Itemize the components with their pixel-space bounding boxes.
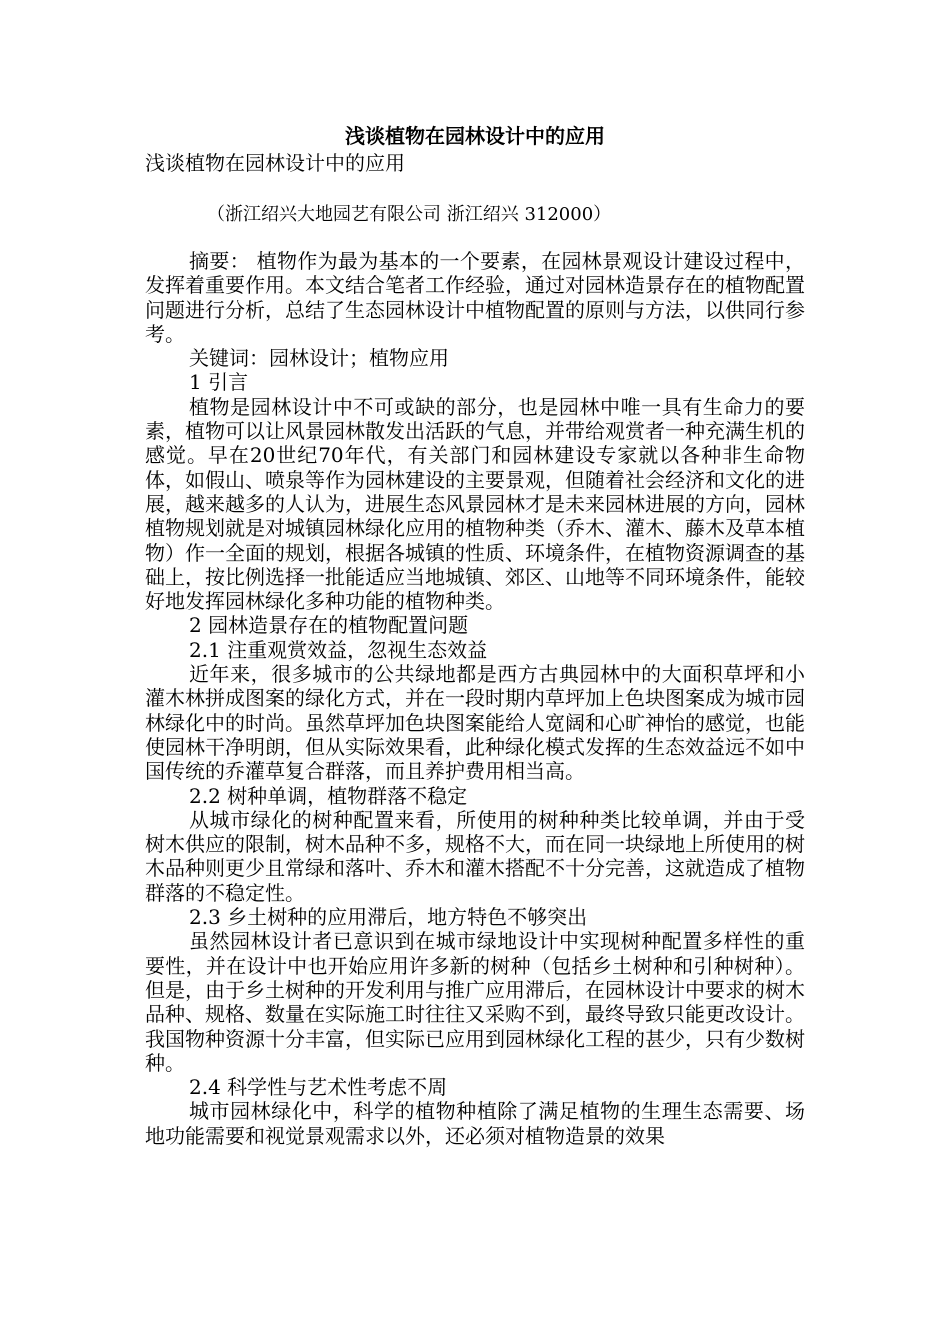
body-paragraph: 植物是园林设计中不可或缺的部分，也是园林中唯一具有生命力的要素，植物可以让风景园林散发出活跃的气息，并带给观赏者一种充满生机的感觉。早在20世纪70年代，有关部门和园林建设专家就以各种非生命物体，如假山、喷泉等作为园林建设的主要景观，但随着社会经济和文化的进展，越来越多的人认为，进展生态风景园林才是未来园林进展的方向，园林植物规划就是对城镇园林绿化应用的植物种类（乔木、灌木、藤木及草本植物）作一全面的规划，根据各城镇的性质、环境条件，在植物资源调查的基础上，按比例选择一批能适应当地城镇、郊区、山地等不同环境条件，能较好地发挥园林绿化多种功能的植物种类。 [145, 394, 805, 614]
document-body [145, 249, 805, 1148]
abstract-label: 摘要： [189, 249, 250, 273]
body-paragraph: 城市园林绿化中，科学的植物种植除了满足植物的生理生态需要、场地功能需要和视觉景观需求以外，还必须对植物造景的效果 [145, 1099, 805, 1148]
document-title: 浅谈植物在园林设计中的应用 [345, 124, 605, 148]
section-heading: 2 园林造景存在的植物配置问题 [189, 613, 469, 638]
abstract-paragraph [145, 249, 805, 346]
body-paragraph: 近年来，很多城市的公共绿地都是西方古典园林中的大面积草坪和小灌木林拼成图案的绿化方式，并在一段时期内草坪加上色块图案成为城市园林绿化中的时尚。虽然草坪加色块图案能给人宽阔和心旷神怡的感觉，也能使园林干净明朗，但从实际效果看，此种绿化模式发挥的生态效益远不如中国传统的乔灌草复合群落，而且养护费用相当高。 [145, 662, 805, 784]
abstract-text: 植物作为最为基本的一个要素，在园林景观设计建设过程中，发挥着重要作用。本文结合笔者工作经验，通过对园林造景存在的植物配置问题进行分析，总结了生态园林设计中植物配置的原则与方法，以供同行参考。 [145, 249, 806, 346]
body-paragraph: 虽然园林设计者已意识到在城市绿地设计中实现树种配置多样性的重要性，并在设计中也开始应用许多新的树种（包括乡土树种和引种树种）。但是，由于乡土树种的开发利用与推广应用滞后，在园林设计中要求的树木品种、规格、数量在实际施工时往往又采购不到，最终导致只能更改设计。我国物种资源十分丰富，但实际已应用到园林绿化工程的甚少，只有少数树种。 [145, 929, 805, 1075]
author-affiliation: （浙江绍兴大地园艺有限公司 浙江绍兴 312000） [207, 204, 612, 225]
subsection-heading: 2.4 科学性与艺术性考虑不周 [189, 1075, 448, 1100]
body-paragraph: 从城市绿化的树种配置来看，所使用的树种种类比较单调，并由于受树木供应的限制，树木品种不多，规格不大，而在同一块绿地上所使用的树木品种则更少且常绿和落叶、乔木和灌木搭配不十分完善，这就造成了植物群落的不稳定性。 [145, 807, 805, 905]
subsection-heading: 2.2 树种单调，植物群落不稳定 [189, 783, 468, 808]
keywords-line: 关键词：园林设计；植物应用 [189, 346, 449, 371]
subsection-heading: 2.1 注重观赏效益，忽视生态效益 [189, 637, 488, 662]
document-subtitle: 浅谈植物在园林设计中的应用 [145, 151, 405, 175]
subsection-heading: 2.3 乡土树种的应用滞后，地方特色不够突出 [189, 905, 588, 930]
section-heading: 1 引言 [189, 370, 249, 395]
